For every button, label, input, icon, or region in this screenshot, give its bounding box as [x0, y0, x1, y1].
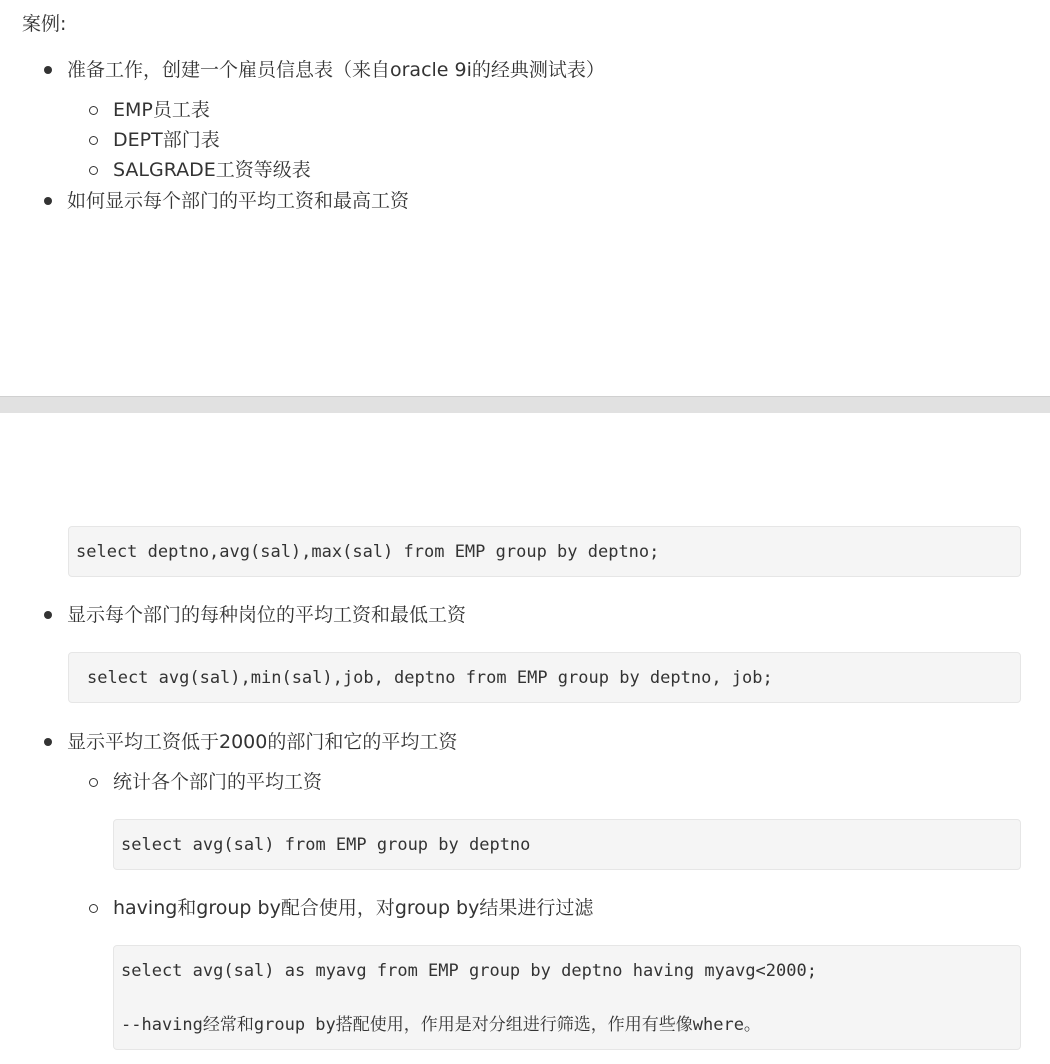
code-line: select avg(sal) from EMP group by deptno — [121, 835, 531, 855]
sub-list-item: SALGRADE工资等级表 — [113, 159, 311, 181]
list-item: 显示平均工资低于2000的部门和它的平均工资 — [67, 731, 458, 753]
list-item: 如何显示每个部门的平均工资和最高工资 — [67, 190, 410, 212]
circle-bullet-icon — [89, 106, 98, 115]
sub-list-item: DEPT部门表 — [113, 129, 220, 151]
circle-bullet-icon — [89, 904, 98, 913]
circle-bullet-icon — [89, 166, 98, 175]
list-item: 准备工作，创建一个雇员信息表（来自oracle 9i的经典测试表） — [67, 59, 605, 81]
circle-bullet-icon — [89, 778, 98, 787]
section-heading: 案例: — [22, 13, 67, 35]
code-line: select deptno,avg(sal),max(sal) from EMP group by deptno; — [76, 542, 660, 562]
code-block — [68, 652, 1021, 703]
bullet-icon — [44, 611, 52, 619]
code-block — [113, 819, 1021, 870]
sub-list-item: having和group by配合使用，对group by结果进行过滤 — [113, 897, 594, 919]
circle-bullet-icon — [89, 136, 98, 145]
bullet-icon — [44, 197, 52, 205]
sub-list-item: EMP员工表 — [113, 99, 210, 121]
list-item: 显示每个部门的每种岗位的平均工资和最低工资 — [67, 604, 467, 626]
bullet-icon — [44, 66, 52, 74]
code-line: select avg(sal),min(sal),job, deptno from EMP group by deptno, job; — [87, 668, 773, 688]
code-block — [68, 526, 1021, 577]
section-divider — [0, 396, 1050, 413]
sub-list-item: 统计各个部门的平均工资 — [113, 771, 323, 793]
code-line: select avg(sal) as myavg from EMP group by deptno having myavg<2000; — [121, 961, 817, 981]
bullet-icon — [44, 738, 52, 746]
code-comment-line: --having经常和group by搭配使用，作用是对分组进行筛选，作用有些像where。 — [121, 1015, 761, 1035]
code-block — [113, 945, 1021, 1050]
